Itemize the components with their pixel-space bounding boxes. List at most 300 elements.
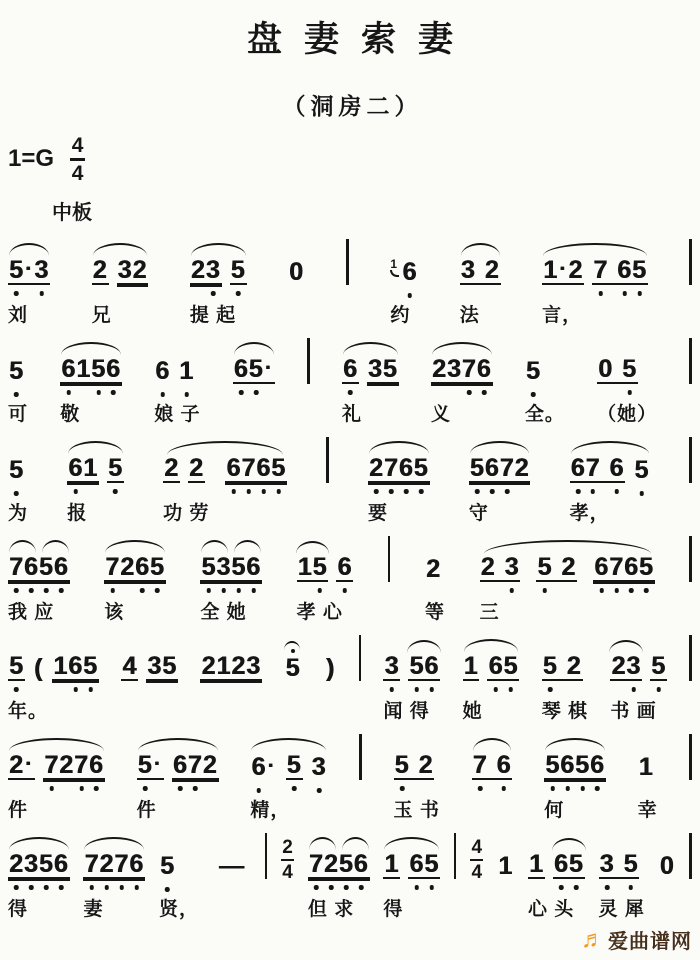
note-part: 1 6 5 (53, 651, 98, 680)
notes-row (8, 356, 25, 385)
barline (326, 437, 329, 483)
slur-arc (84, 837, 144, 850)
fraction-line (470, 859, 483, 861)
note-group (92, 243, 149, 328)
lyric: 功 劳 (163, 502, 210, 524)
slur-arc (384, 837, 439, 850)
note-part: 3 (311, 752, 327, 781)
note-part: 5 (230, 255, 246, 284)
note-part: 1 5 (297, 555, 329, 582)
note-part: 5 6 5 6 (545, 750, 605, 779)
lyric: 何 (544, 799, 565, 821)
note-part: 1 (528, 849, 544, 878)
note-group (394, 738, 440, 823)
note-part: 5 (9, 356, 24, 385)
slur-arc (201, 540, 228, 553)
note-group (67, 441, 124, 526)
note-part: 3 5 (147, 651, 178, 680)
notes-row (8, 849, 70, 879)
notes-row (497, 851, 514, 880)
note-part: 3 (384, 651, 400, 680)
lyric: 为 (8, 502, 29, 524)
lyric: 幸 (637, 799, 658, 821)
note-group (638, 740, 658, 823)
note-part: 6 1 (68, 453, 99, 482)
lyric: 报 (67, 502, 88, 524)
note-part: 6 (402, 257, 418, 286)
score-line (6, 823, 694, 922)
slur-arc (9, 738, 104, 751)
note-part: 3 5 (599, 849, 639, 878)
notes-row (390, 258, 418, 285)
note-part: 6 5 · (233, 354, 273, 383)
slur-arc (9, 540, 36, 553)
score-line (6, 328, 694, 427)
lyric: 她 (462, 700, 483, 722)
score-line (6, 625, 694, 724)
slur-arc (9, 243, 49, 256)
note-part: 7 6 5 (593, 255, 647, 284)
note-group (570, 441, 651, 526)
note-group (225, 441, 287, 526)
note-group (593, 540, 655, 625)
lyric: 得 (8, 898, 29, 920)
notes-row (368, 453, 430, 483)
note-group (342, 342, 399, 427)
lyric: 精， (250, 799, 291, 821)
note-group (383, 639, 440, 724)
score-line (6, 526, 694, 625)
notes-row (8, 255, 50, 285)
note-part: 2 (425, 554, 441, 583)
lyric: 得 (383, 898, 404, 920)
note-group (8, 837, 70, 922)
barline (689, 239, 692, 285)
time-signature: 4 4 (471, 836, 483, 883)
notes-row (383, 651, 440, 681)
note-part: 7 6 5 6 (9, 552, 69, 581)
notes-row (284, 653, 301, 682)
lyric: 全。 (524, 403, 565, 425)
note-part: 6 · (251, 752, 276, 781)
time-signature: 2 4 (282, 836, 293, 883)
slur-arc (473, 738, 512, 751)
lyric: 约 (390, 304, 411, 326)
slur-row (390, 243, 418, 258)
note-part: 7 2 6 5 (105, 552, 165, 581)
key-signature (8, 135, 700, 184)
notes-row (8, 651, 99, 682)
lyric: 法 (459, 304, 480, 326)
note-group (121, 639, 178, 724)
slur-arc (470, 441, 530, 454)
notes-row (154, 356, 195, 385)
lyric: 提 起 (189, 304, 237, 326)
notes-row (463, 651, 520, 681)
barline (689, 536, 692, 582)
note-part: 0 (289, 257, 304, 286)
note-part: 2 (189, 453, 204, 482)
notes-row (525, 356, 542, 385)
notes-row (8, 455, 25, 484)
note-part: 1 (638, 752, 654, 781)
note-part: 7 6 (472, 750, 512, 779)
barline (346, 239, 349, 285)
note-part: 2 (164, 453, 180, 482)
slur-group (163, 441, 287, 526)
score-line (6, 427, 694, 526)
note-part: 1 (498, 851, 514, 880)
note-group (597, 342, 657, 427)
slur-arc (234, 540, 261, 553)
lyric: 妻 (83, 898, 104, 920)
lyric: （她） (597, 403, 658, 425)
lyric: 件 (136, 799, 157, 821)
slur-arc (234, 342, 274, 355)
note-group (480, 540, 521, 625)
lyric: 守 (468, 502, 489, 524)
notes-row (542, 651, 583, 681)
slur-arc (571, 441, 650, 454)
key-label: 1=G (8, 145, 55, 173)
note-part: 6 7 6 (570, 453, 625, 482)
slur-arc (68, 441, 123, 454)
note-group (460, 243, 501, 328)
meter-fraction (70, 135, 85, 184)
notes-row (200, 651, 262, 681)
barline (454, 833, 457, 879)
slur-arc (464, 639, 519, 652)
lyric: 闻 得 (383, 700, 430, 722)
notes-row (8, 750, 105, 780)
note-part: 5 (9, 651, 24, 680)
song-subtitle: （洞房二） (282, 93, 423, 119)
note-part: 6 (342, 354, 358, 383)
note-group (308, 837, 370, 922)
note-group (8, 443, 28, 526)
note-group (137, 738, 219, 823)
notes-row (469, 453, 531, 483)
notes-row (288, 257, 305, 286)
note-part: 5 (285, 653, 301, 682)
note-part: 5 (651, 651, 667, 680)
note-part: 2 3 5 6 (9, 849, 69, 878)
lyric: 但 求 (307, 898, 355, 920)
note-group (599, 837, 645, 922)
notes-row (233, 354, 275, 384)
notes-row (536, 552, 577, 582)
note-group (497, 839, 514, 922)
note-part: ) (325, 653, 336, 682)
note-part: 2 1 2 3 (201, 651, 262, 680)
slur-arc (42, 540, 69, 553)
barline (307, 338, 310, 384)
note-group (525, 344, 565, 427)
note-group (104, 540, 166, 625)
notes-row (593, 552, 655, 582)
lyric: 件 (8, 799, 29, 821)
notes-row (460, 255, 501, 285)
notes-row (200, 552, 262, 582)
note-part: 5 6 7 2 (469, 453, 530, 482)
lyric: 灵 犀 (598, 898, 645, 920)
note-part: 2 3 7 6 (431, 354, 492, 383)
lyric: 刘 (8, 304, 29, 326)
notes-row (325, 653, 336, 682)
note-part: 6 7 6 5 (226, 453, 287, 482)
note-part: 5 (108, 453, 123, 482)
lyric: 兄 (91, 304, 112, 326)
note-part: 5 3 5 6 (201, 552, 262, 581)
notes-row (610, 651, 667, 681)
fraction-line (70, 158, 85, 161)
note-part: 5 2 (537, 552, 577, 581)
note-part: 2 3 (480, 552, 520, 581)
note-group (536, 540, 577, 625)
slur-arc (545, 738, 605, 751)
note-group (60, 342, 122, 427)
note-group (154, 344, 200, 427)
note-part: 4 (122, 651, 138, 680)
notes-row (599, 849, 640, 879)
note-group (8, 344, 28, 427)
note-group (159, 839, 199, 922)
lyric: 娘 子 (154, 403, 201, 425)
note-group (472, 738, 513, 823)
score-line (6, 724, 694, 823)
note-part: 3 2 (117, 255, 148, 284)
note-group (544, 738, 606, 823)
slur-arc (93, 243, 148, 256)
notes-row (472, 750, 513, 780)
lyric: 书 画 (610, 700, 657, 722)
notes-row (60, 354, 122, 384)
note-part: 6 1 5 6 (61, 354, 121, 383)
note-part: 7 2 7 6 (44, 750, 104, 779)
notes-row (394, 750, 435, 780)
note-group (288, 245, 305, 328)
note-part: 6 7 2 (172, 750, 218, 779)
notes-row (297, 552, 354, 582)
note-part: 6 5 (409, 849, 440, 878)
note-group (431, 342, 493, 427)
note-part: ( (33, 653, 44, 682)
lyric: 贤， (158, 898, 199, 920)
note-group (542, 639, 588, 724)
note-part: 7 2 7 6 (84, 849, 145, 878)
note-part: 0 (659, 851, 675, 880)
notes-row (92, 255, 149, 285)
note-part: 5 (9, 455, 24, 484)
notes-row (8, 552, 70, 582)
note-group (659, 839, 676, 922)
notes-row (213, 851, 251, 880)
slur-arc (342, 837, 369, 850)
lyric: 言， (542, 304, 583, 326)
meter-denominator: 4 (71, 161, 84, 185)
lyric: 敬 (60, 403, 81, 425)
note-group (610, 639, 667, 724)
note-part: 5 (634, 455, 650, 484)
note-group (8, 540, 70, 625)
grace-note: 1 (390, 258, 399, 277)
note-part: 5 · (137, 750, 162, 779)
lyric: 义 (430, 403, 451, 425)
barline (689, 338, 692, 384)
slur-arc (543, 243, 647, 256)
notes-row (67, 453, 124, 483)
fermata-icon (284, 641, 302, 653)
lyric: 琴 棋 (541, 700, 588, 722)
tempo-marking: 中板 (52, 201, 92, 224)
note-part: 1 · 2 (543, 255, 584, 284)
note-part: 2 3 (610, 654, 642, 681)
note-part: 5 2 (542, 651, 582, 680)
fraction-line (281, 859, 294, 861)
note-part: 6 5 (488, 651, 519, 680)
note-group (8, 639, 99, 724)
note-group (8, 738, 105, 823)
note-group (383, 837, 440, 922)
note-part: 1 (463, 651, 479, 680)
note-part: 7 2 5 6 (308, 849, 369, 878)
slur-arc (9, 837, 69, 850)
note-part: 5 (525, 356, 541, 385)
notes-row (425, 554, 442, 583)
slur-arc (138, 738, 218, 751)
slur-arc (191, 243, 246, 256)
note-group (297, 540, 354, 625)
note-part: 5 2 (394, 750, 434, 779)
note-group (368, 441, 430, 526)
lyric: 等 (424, 601, 445, 623)
note-part: 6 5 (553, 852, 585, 879)
slur-arc (369, 441, 429, 454)
lyric: 要 (367, 502, 388, 524)
barline (359, 635, 362, 681)
note-part: 5 · 3 (9, 255, 50, 284)
notes-row (308, 849, 370, 879)
notes-row (542, 255, 648, 285)
lyric: 可 (8, 403, 29, 425)
song-title: 盘妻索妻 (246, 20, 475, 59)
slur-arc (105, 540, 165, 553)
lyric: 该 (104, 601, 125, 623)
note-part: 2 7 6 5 (368, 453, 429, 482)
music-notes-icon: ♬ (581, 925, 605, 953)
slur-arc (251, 738, 326, 751)
barline (388, 536, 391, 582)
slur-arc (461, 243, 500, 256)
barline (359, 734, 362, 780)
slur-arc (309, 837, 336, 850)
notes-row (163, 453, 205, 483)
barline (689, 734, 692, 780)
notes-row (250, 750, 327, 781)
note-part: 5 6 (408, 654, 440, 681)
note-group (233, 342, 275, 427)
score-line (6, 229, 694, 328)
note-part: 1 (384, 849, 400, 878)
note-group (425, 542, 445, 625)
lyric: 孝， (569, 502, 610, 524)
note-part: 3 2 (460, 255, 500, 284)
notes-row (659, 851, 676, 880)
notes-row (544, 750, 606, 780)
notes-row (431, 354, 493, 384)
note-part: 2 3 (190, 255, 221, 284)
watermark (581, 925, 692, 954)
note-part: 6 1 (155, 356, 195, 385)
lyric: 玉 书 (393, 799, 440, 821)
note-group (528, 837, 585, 922)
notes-row (83, 849, 145, 879)
note-group (200, 540, 262, 625)
notes-row (480, 552, 521, 582)
note-group (190, 243, 247, 328)
note-group (325, 641, 336, 724)
meter-numerator: 4 (71, 134, 84, 157)
notes-row (383, 849, 440, 879)
lyric: 年。 (8, 700, 49, 722)
lyric: 心 头 (527, 898, 575, 920)
watermark-text: 爱曲谱网 (608, 931, 692, 953)
slur-group (480, 540, 655, 625)
slur-arc (343, 342, 398, 355)
lyric: 孝 心 (296, 601, 343, 623)
note-group (83, 837, 145, 922)
note-group (8, 243, 50, 328)
notes-row (225, 453, 287, 483)
notes-row (159, 851, 176, 880)
note-part: 2 · (9, 750, 34, 779)
note-part: 5 (286, 750, 302, 779)
note-group (284, 641, 302, 724)
note-part: 3 5 (367, 354, 398, 383)
note-group (213, 839, 251, 922)
lyric: 全 她 (200, 601, 247, 623)
barline (689, 833, 692, 879)
notes-row (104, 552, 166, 582)
slur-arc (432, 342, 492, 355)
note-part: 2 (92, 255, 108, 284)
note-part: 6 (337, 552, 353, 581)
slur-arc (61, 342, 121, 355)
notes-row (597, 354, 638, 384)
score-body (0, 229, 700, 922)
lyric: 礼 (341, 403, 362, 425)
note-part: — (218, 851, 245, 880)
notes-row (570, 453, 651, 484)
lyric: 我 应 (8, 601, 55, 623)
note-part: 5 (159, 851, 175, 880)
note-group (469, 441, 531, 526)
barline (689, 635, 692, 681)
note-group (463, 639, 520, 724)
note-group (390, 243, 418, 328)
barline (689, 437, 692, 483)
notes-row (137, 750, 219, 780)
barline (265, 833, 268, 879)
note-group (250, 738, 327, 823)
note-group (542, 243, 648, 328)
notes-row (638, 752, 655, 781)
lyric: 三 (479, 601, 500, 623)
notes-row (121, 651, 178, 681)
notes-row (528, 849, 585, 879)
notes-row (342, 354, 399, 384)
note-part: 0 5 (598, 354, 637, 383)
